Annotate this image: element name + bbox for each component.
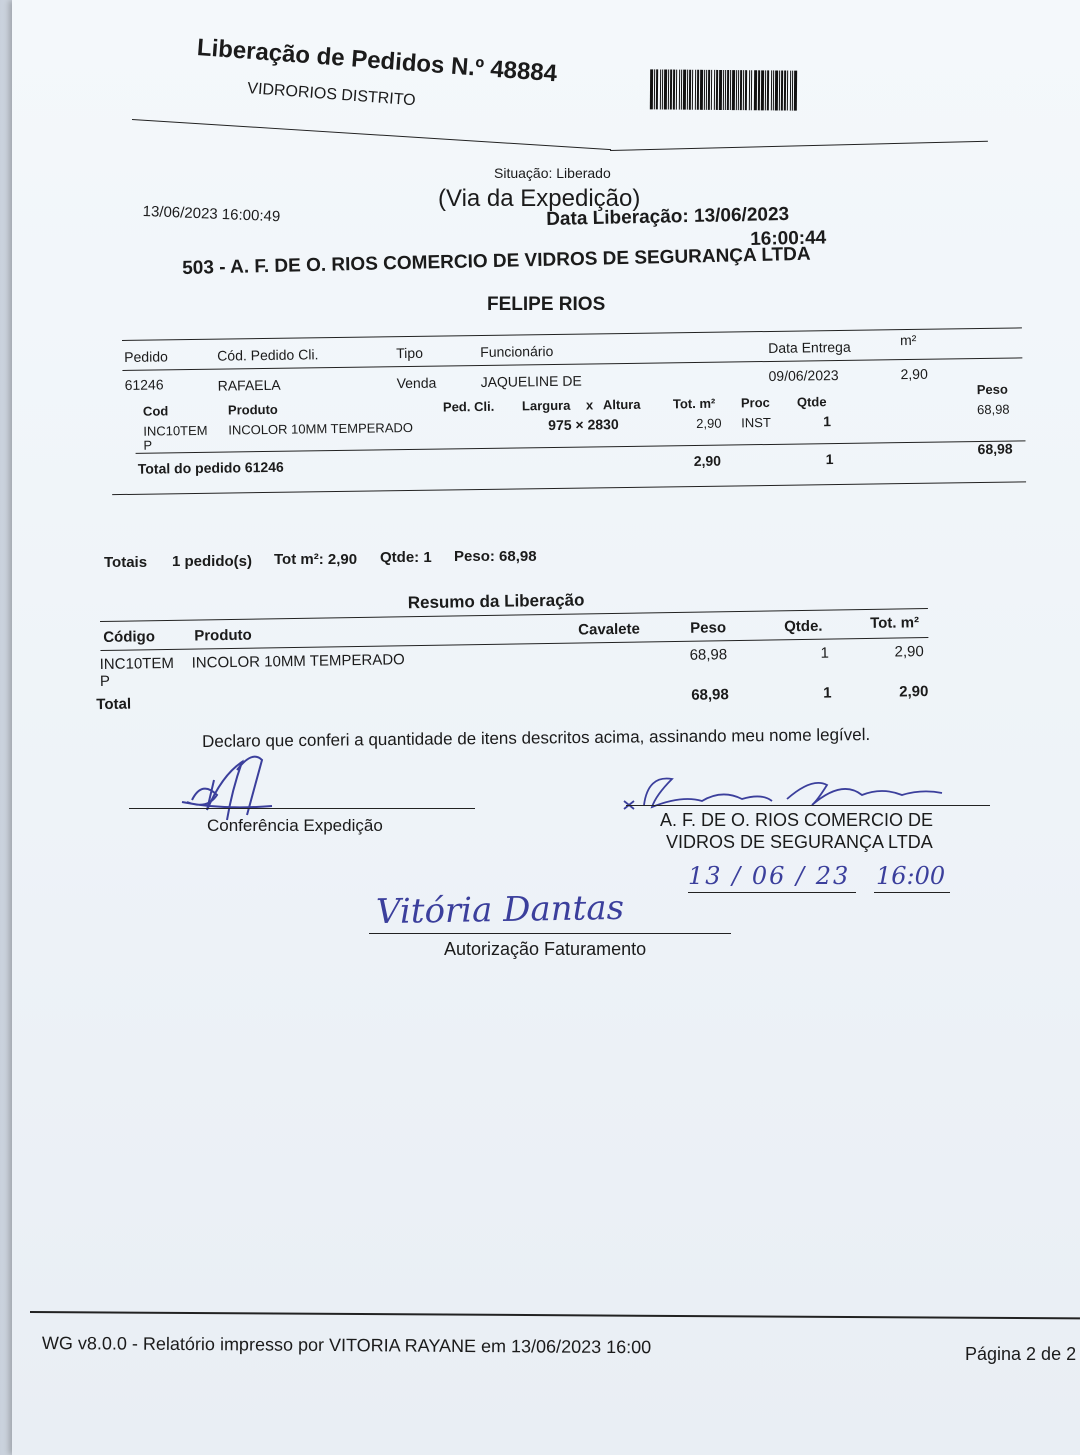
summary-total-tot-m2: 2,90 — [899, 683, 929, 701]
order-m2-value: 2,90 — [900, 365, 928, 383]
date-underline — [688, 892, 856, 893]
document-page — [12, 0, 1080, 1455]
col-pedido-header: Pedido — [124, 348, 168, 365]
summary-produto-header: Produto — [194, 626, 252, 645]
summary-total-label: Total — [96, 695, 132, 714]
col-tipo-header: Tipo — [396, 344, 424, 362]
totals-qtde: Qtde: 1 — [380, 549, 432, 566]
footer-rule — [30, 1311, 1080, 1319]
order-data-entrega-value: 09/06/2023 — [768, 366, 839, 384]
declaration-text: Declaro que conferi a quantidade de itens descritos acima, assinando meu nome legível. — [202, 725, 871, 751]
copy-via-label: (Via da Expedição) — [438, 185, 641, 212]
summary-peso-value: 68,98 — [689, 646, 728, 664]
company-name-line2: VIDROS DE SEGURANÇA LTDA — [666, 832, 933, 852]
print-timestamp: 13/06/2023 16:00:49 — [142, 203, 281, 226]
order-tipo-value: Venda — [396, 374, 437, 392]
order-cod-pedido-cli-value: RAFAELA — [217, 376, 281, 394]
item-cod-value-continued: P — [143, 437, 153, 453]
item-tot-m2-value: 2,90 — [696, 415, 722, 431]
totals-tot-m2: Tot m²: 2,90 — [274, 551, 358, 568]
conferencia-label: Conferência Expedição — [207, 816, 383, 835]
autorizacao-handwritten-signature: Vitória Dantas — [375, 887, 625, 933]
summary-title: Resumo da Liberação — [407, 590, 585, 613]
item-x-header: x — [585, 397, 594, 413]
summary-codigo-value-continued: P — [99, 672, 111, 691]
release-time: 16:00:44 — [750, 227, 827, 250]
document-title: Liberação de Pedidos N.º 48884 — [196, 34, 558, 88]
handwritten-date: 13 / 06 / 23 — [688, 862, 851, 890]
client-name: 503 - A. F. DE O. RIOS COMERCIO DE VIDROS DE SEGURANÇA LTDA — [182, 243, 811, 279]
item-cod-value: INC10TEM — [143, 422, 208, 439]
summary-tot-m2-value: 2,90 — [894, 643, 924, 661]
item-proc-value: INST — [741, 414, 771, 431]
summary-tot-m2-header: Tot. m² — [870, 614, 920, 632]
col-cod-pedido-cli-header: Cód. Pedido Cli. — [217, 346, 319, 364]
order-funcionario-value: JAQUELINE DE — [480, 372, 582, 390]
autorizacao-label: Autorização Faturamento — [444, 939, 647, 959]
release-date: Data Liberação: 13/06/2023 — [546, 203, 790, 230]
signature-company — [612, 765, 952, 815]
company-name-line1: A. F. DE O. RIOS COMERCIO DE — [660, 810, 934, 830]
conferencia-signature-line — [129, 808, 475, 809]
summary-qtde-header: Qtde. — [784, 617, 823, 636]
col-m2-header: m² — [899, 331, 917, 349]
autorizacao-signature-line — [369, 933, 731, 934]
item-peso-value: 68,98 — [976, 401, 1010, 418]
item-altura-header: Altura — [602, 396, 641, 413]
item-qtde-value: 1 — [823, 413, 832, 430]
item-cod-header: Cod — [142, 403, 169, 419]
handwritten-time: 16:00 — [876, 862, 946, 890]
item-largura-header: Largura — [521, 397, 571, 414]
summary-total-peso: 68,98 — [691, 686, 729, 704]
col-data-entrega-header: Data Entrega — [768, 338, 851, 356]
footer-report-text: WG v8.0.0 - Relatório impresso por VITORIA RAYANE em 13/06/2023 16:00 — [41, 1333, 652, 1358]
item-produto-header: Produto — [227, 401, 278, 418]
totals-label: Totais — [104, 554, 148, 571]
time-underline — [874, 892, 950, 893]
summary-total-qtde: 1 — [823, 684, 832, 702]
item-proc-header: Proc — [740, 394, 770, 411]
order-total-qtde: 1 — [825, 451, 834, 468]
summary-qtde-value: 1 — [820, 644, 830, 662]
item-peso-header: Peso — [976, 381, 1008, 398]
totals-peso: Peso: 68,98 — [454, 548, 537, 565]
company-signature-line — [626, 805, 990, 806]
item-dimensions-value: 975 × 2830 — [548, 416, 619, 434]
order-pedido-value: 61246 — [124, 376, 164, 393]
summary-cavalete-header: Cavalete — [578, 620, 641, 639]
item-produto-value: INCOLOR 10MM TEMPERADO — [228, 419, 414, 438]
item-qtde-header: Qtde — [796, 394, 827, 410]
item-ped-cli-header: Ped. Cli. — [442, 398, 495, 415]
status-situation: Situação: Liberado — [494, 165, 611, 181]
company-short-name: VIDRORIOS DISTRITO — [246, 80, 417, 110]
item-tot-m2-header: Tot. m² — [672, 395, 716, 412]
client-contact: FELIPE RIOS — [487, 294, 606, 315]
footer-page-number: Página 2 de 2 — [965, 1344, 1077, 1364]
summary-codigo-header: Código — [103, 628, 156, 646]
summary-codigo-value: INC10TEM — [99, 654, 175, 674]
col-funcionario-header: Funcionário — [480, 342, 554, 360]
summary-produto-value: INCOLOR 10MM TEMPERADO — [191, 651, 405, 672]
order-total-label: Total do pedido 61246 — [137, 458, 284, 477]
totals-pedidos: 1 pedido(s) — [172, 553, 253, 570]
order-total-m2: 2,90 — [693, 452, 722, 470]
summary-table — [2, 0, 1080, 721]
order-total-peso: 68,98 — [977, 440, 1013, 458]
summary-peso-header: Peso — [690, 619, 727, 637]
